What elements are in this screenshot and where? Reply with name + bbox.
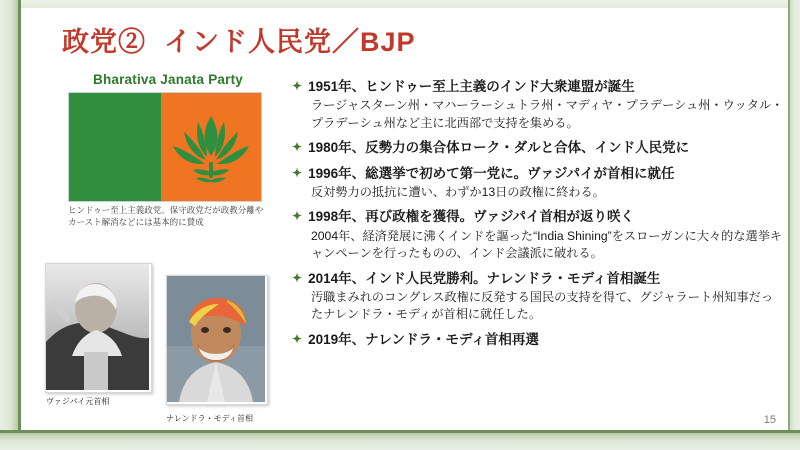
decorative-right-bar: [790, 0, 800, 450]
decorative-top-bar: [0, 0, 800, 8]
photo-caption-vajpayee: ヴァジパイ元首相: [46, 397, 110, 406]
photo-caption-modi: ナレンドラ・モディ首相: [166, 414, 253, 423]
bullet-heading: 1980年、反勢力の集合体ローク・ダルと合体、インド人民党に: [308, 140, 690, 156]
bullet-marker-icon: ✦: [292, 270, 303, 285]
bullet-heading: 2019年、ナレンドラ・モディ首相再選: [308, 332, 539, 348]
page-title-main: 政党②: [62, 27, 146, 57]
decorative-left-rule: [18, 0, 21, 450]
decorative-bottom-rule: [0, 430, 800, 433]
decorative-right-rule: [788, 0, 790, 450]
flag-green-panel: [69, 93, 161, 201]
bullet-detail: ラージャスターン州・マハーラーシュトラ州・マディヤ・プラデーシュ州・ウッタル・プラデーシュ州など主に北西部で支持を集める。: [311, 98, 784, 130]
bullet-heading: 1996年、総選挙で初めて第一党に。ヴァジパイが首相に就任: [308, 165, 675, 181]
photo-modi: [166, 275, 268, 405]
bullet-item: [292, 331, 784, 349]
bullet-marker-icon: ✦: [292, 79, 303, 93]
bullet-marker-icon: ✦: [292, 209, 303, 224]
bullet-detail: 2004年、経済発展に沸くインドを謳った“India Shining”をスローガンに大々的な選挙キャンペーンを行ったものの、インド会議派に破れる。: [311, 228, 783, 261]
bullet-item: [292, 208, 784, 262]
flag-caption: ヒンドゥー至上主義政党。保守政党だが政教分離やカースト解消などには基本的に賛成: [68, 205, 264, 228]
bullet-detail: 汚職まみれのコングレス政権に反発する国民の支持を得て、グジャラート州知事だったナレンドラ・モディが首相に就任した。: [311, 289, 774, 322]
bullet-detail: 反対勢力の抵抗に遭い、わずか13日の政権に終わる。: [311, 184, 605, 199]
party-name-english: Bharativa Janata Party: [93, 72, 243, 87]
flag-saffron-panel: [161, 93, 261, 201]
bullet-item: [292, 165, 784, 202]
bullet-item: [292, 139, 784, 157]
bullet-marker-icon: ✦: [292, 332, 303, 347]
bullet-item: [292, 78, 784, 132]
decorative-left-bar: [0, 0, 18, 450]
lotus-icon: [168, 112, 254, 186]
bullet-list: [292, 78, 784, 356]
page-title-sub: インド人民党／BJP: [164, 27, 416, 57]
bullet-marker-icon: ✦: [292, 140, 303, 155]
bullet-marker-icon: ✦: [292, 165, 303, 180]
bullet-heading: 1951年、ヒンドゥー至上主義のインド大衆連盟が誕生: [308, 79, 635, 94]
bullet-heading: 1998年、再び政権を獲得。ヴァジパイ首相が返り咲く: [308, 209, 635, 225]
party-flag-image: [68, 92, 262, 202]
decorative-bottom-bar: [0, 433, 800, 450]
bullet-heading: 2014年、インド人民党勝利。ナレンドラ・モディ首相誕生: [308, 270, 661, 286]
photo-vajpayee: [45, 263, 152, 393]
bullet-item: [292, 270, 784, 324]
page-number: 15: [763, 414, 776, 426]
page-title: [62, 20, 416, 59]
